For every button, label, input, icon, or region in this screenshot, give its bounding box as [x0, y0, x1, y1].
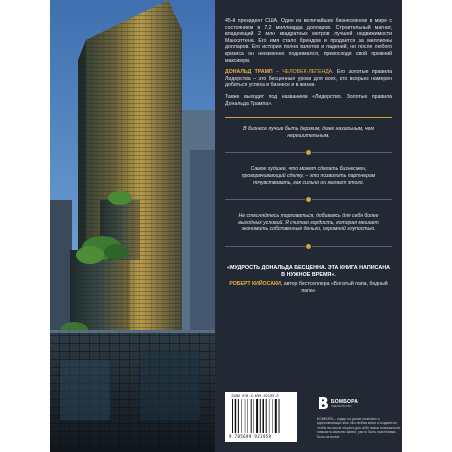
intro-paragraph: 45-й президент США. Один из величайших бизнесменов в мире с состоянием в 7,2 миллиарда долларов. Строительный магнат, владеющий 2 млн квадратных метров лучшей недвижимости Манхэттена. Его имя стало брендом и продается за миллионы долларов. Его история полна взлетов и падений, но после любого кризиса он неизменно поднимался, превосходя свой прежний максимум.: [225, 18, 392, 64]
legend-text: Его золотые правила Лидерства – это бесценные уроки для всех, кто всерьез намерен добиться успеха в бизнесе и в жизни.: [225, 69, 392, 89]
quotes-section: [225, 126, 392, 251]
endorsement-blurb: [225, 265, 392, 295]
separator-dot-icon: [305, 243, 312, 250]
legend-title: – ЧЕЛОВЕК-ЛЕГЕНДА.: [272, 69, 334, 76]
quote-separator: [225, 195, 392, 204]
separator-dot-icon: [305, 196, 312, 203]
text-panel: [215, 0, 402, 452]
author-name: РОБЕРТ КИЙОСАКИ,: [229, 280, 283, 287]
section-divider: [225, 117, 392, 118]
quote-2: Самое худшее, что может сделать бизнесмен, проворачивающий сделку, – это позволить партнерам почувствовать, как сильно он желает этого.: [241, 166, 376, 186]
publisher-logo: [317, 396, 359, 416]
barcode-block: [225, 392, 297, 442]
trump-name-highlight: ДОНАЛЬД ТРАМП: [225, 69, 273, 76]
publisher-note: БОМБОРА – лидер на рынке полезных и вдохновляющих книг. Мы любим книги и создаем их, чтобы вы могли открыть для себя новые возможности, повысить качество жизни, расти. Быть счастливым. Быть на волне.: [317, 417, 402, 439]
legend-paragraph: [225, 69, 392, 89]
separator-dot-icon: [305, 149, 312, 156]
isbn-number: 9 785699 921959: [229, 434, 272, 439]
trump-tower-photo: [50, 0, 215, 452]
endorsement-quote: «МУДРОСТЬ ДОНАЛЬДА БЕСЦЕННА. ЭТА КНИГА НАПИСАНА В НУЖНОЕ ВРЕМЯ».: [226, 264, 391, 278]
author-description: автор бестселлера «Богатый папа, бедный папа»: [282, 280, 388, 294]
quote-1: В бизнесе лучше быть дерзким, даже нахальным, чем нерешительным.: [243, 126, 374, 139]
barcode-icon: [231, 399, 291, 433]
quote-separator: [225, 242, 392, 251]
publisher-subtitle: ИЗДАТЕЛЬСТВО: [331, 405, 352, 408]
bombora-logo-icon: [317, 396, 329, 410]
also-published-note: Также выходит под названием «Лидерство. Золотые правила Дональда Трампа».: [225, 93, 392, 107]
quote-3: Не стесняйтесь торговаться, добиваясь для себя более выгодных условий. Я считаю гордость, которая мешает экономить собственные деньги, огромной глупостью.: [238, 213, 379, 233]
cover-footer: [225, 388, 402, 448]
book-back-cover: [50, 0, 402, 452]
quote-separator: [225, 148, 392, 157]
isbn-label: ISBN 978-5-699-92195-9: [231, 394, 279, 398]
publisher-name: БОМБОРА: [331, 399, 359, 405]
endorsement-author: [225, 281, 392, 295]
